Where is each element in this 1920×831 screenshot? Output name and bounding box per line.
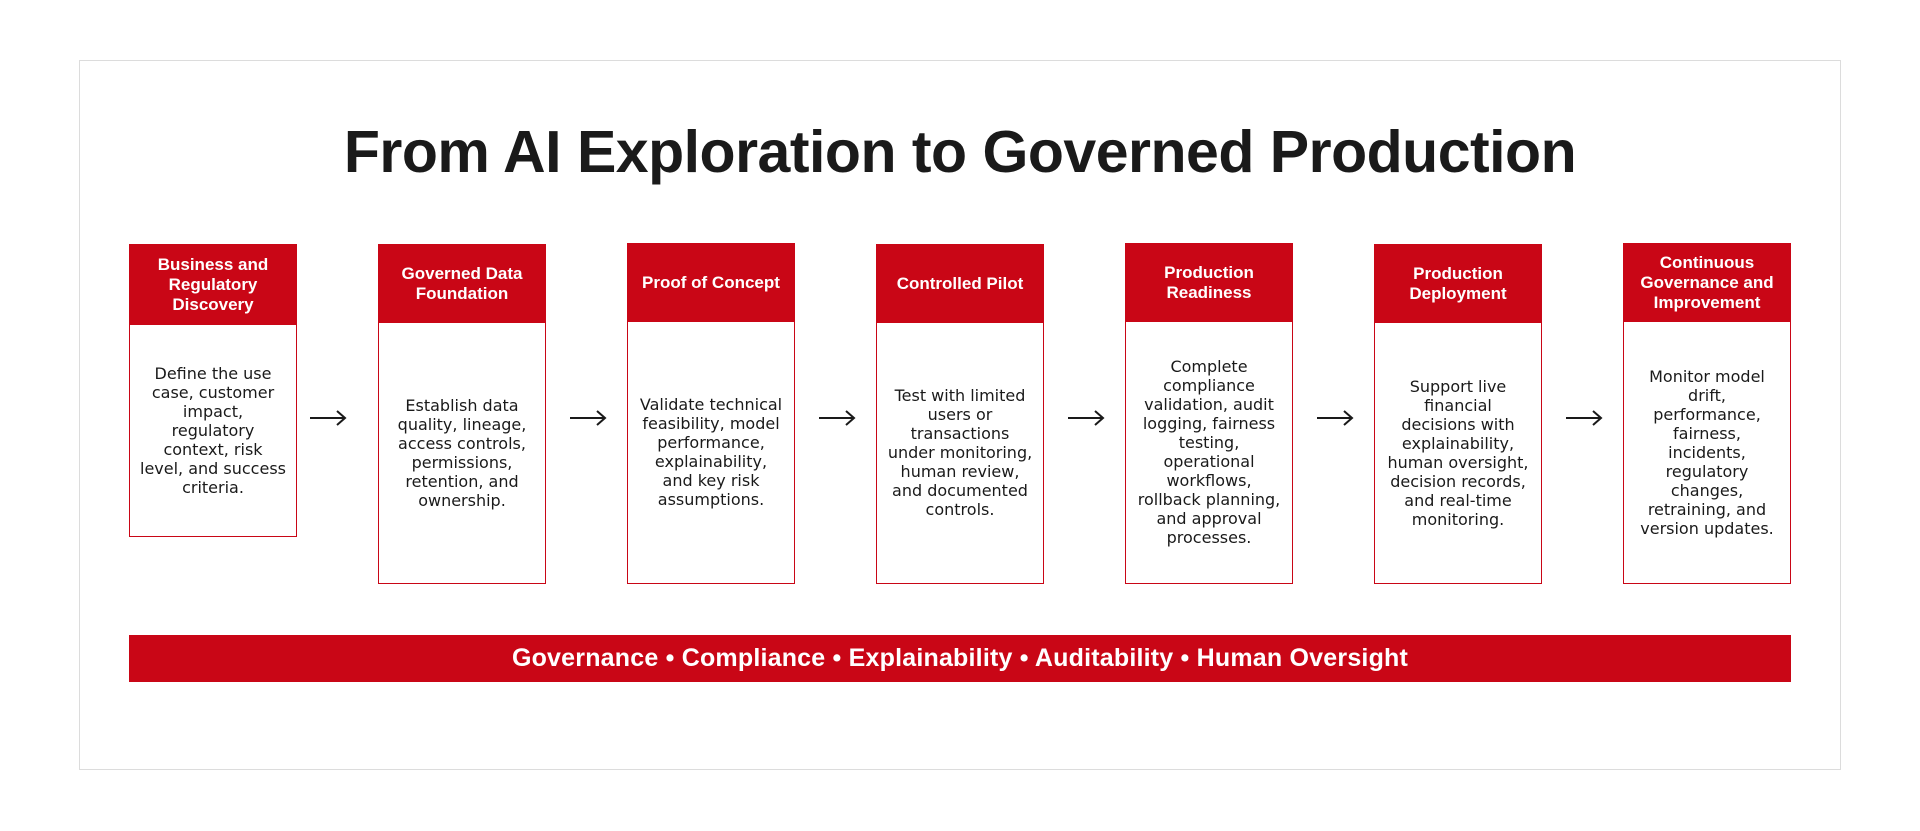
step-heading: Production Readiness xyxy=(1126,244,1292,322)
step-description: Complete compliance validation, audit logging, fairness testing, operational workflows, rollback planning, and approval processes. xyxy=(1137,357,1281,547)
step-description: Monitor model drift, performance, fairness, incidents, regulatory changes, retraining, and version updates. xyxy=(1640,366,1774,538)
step-card-3 xyxy=(627,243,795,584)
step-heading: Governed Data Foundation xyxy=(379,245,545,323)
arrow-icon xyxy=(568,406,608,430)
diagram-title: From AI Exploration to Governed Production xyxy=(343,119,1577,185)
step-card-5 xyxy=(1125,243,1293,584)
arrow-icon xyxy=(1066,406,1106,430)
step-card-2 xyxy=(378,244,546,584)
step-description: Validate technical feasibility, model performance, explainability, and key risk assumptions. xyxy=(639,395,783,509)
arrow-icon xyxy=(817,406,857,430)
step-card-7 xyxy=(1623,243,1791,584)
step-heading: Controlled Pilot xyxy=(877,245,1043,323)
arrow-icon xyxy=(1315,406,1355,430)
arrow-icon xyxy=(308,406,348,430)
step-description: Test with limited users or transactions under monitoring, human review, and documented controls. xyxy=(887,386,1033,519)
step-description: Establish data quality, lineage, access controls, permissions, retention, and ownership. xyxy=(397,395,527,510)
step-heading: Continuous Governance and Improvement xyxy=(1624,244,1790,322)
governance-banner: Governance • Compliance • Explainability • Auditability • Human Oversight xyxy=(129,635,1791,682)
step-description: Support live financial decisions with explainability, human oversight, decision records, and real-time monitoring. xyxy=(1387,376,1529,529)
step-heading: Proof of Concept xyxy=(628,244,794,322)
step-heading: Production Deployment xyxy=(1375,245,1541,323)
step-card-4 xyxy=(876,244,1044,584)
step-card-6 xyxy=(1374,244,1542,584)
step-card-1 xyxy=(129,244,297,537)
step-description: Define the use case, customer impact, regulatory context, risk level, and success criteria. xyxy=(140,363,286,497)
arrow-icon xyxy=(1564,406,1604,430)
step-heading: Business and Regulatory Discovery xyxy=(130,245,296,325)
